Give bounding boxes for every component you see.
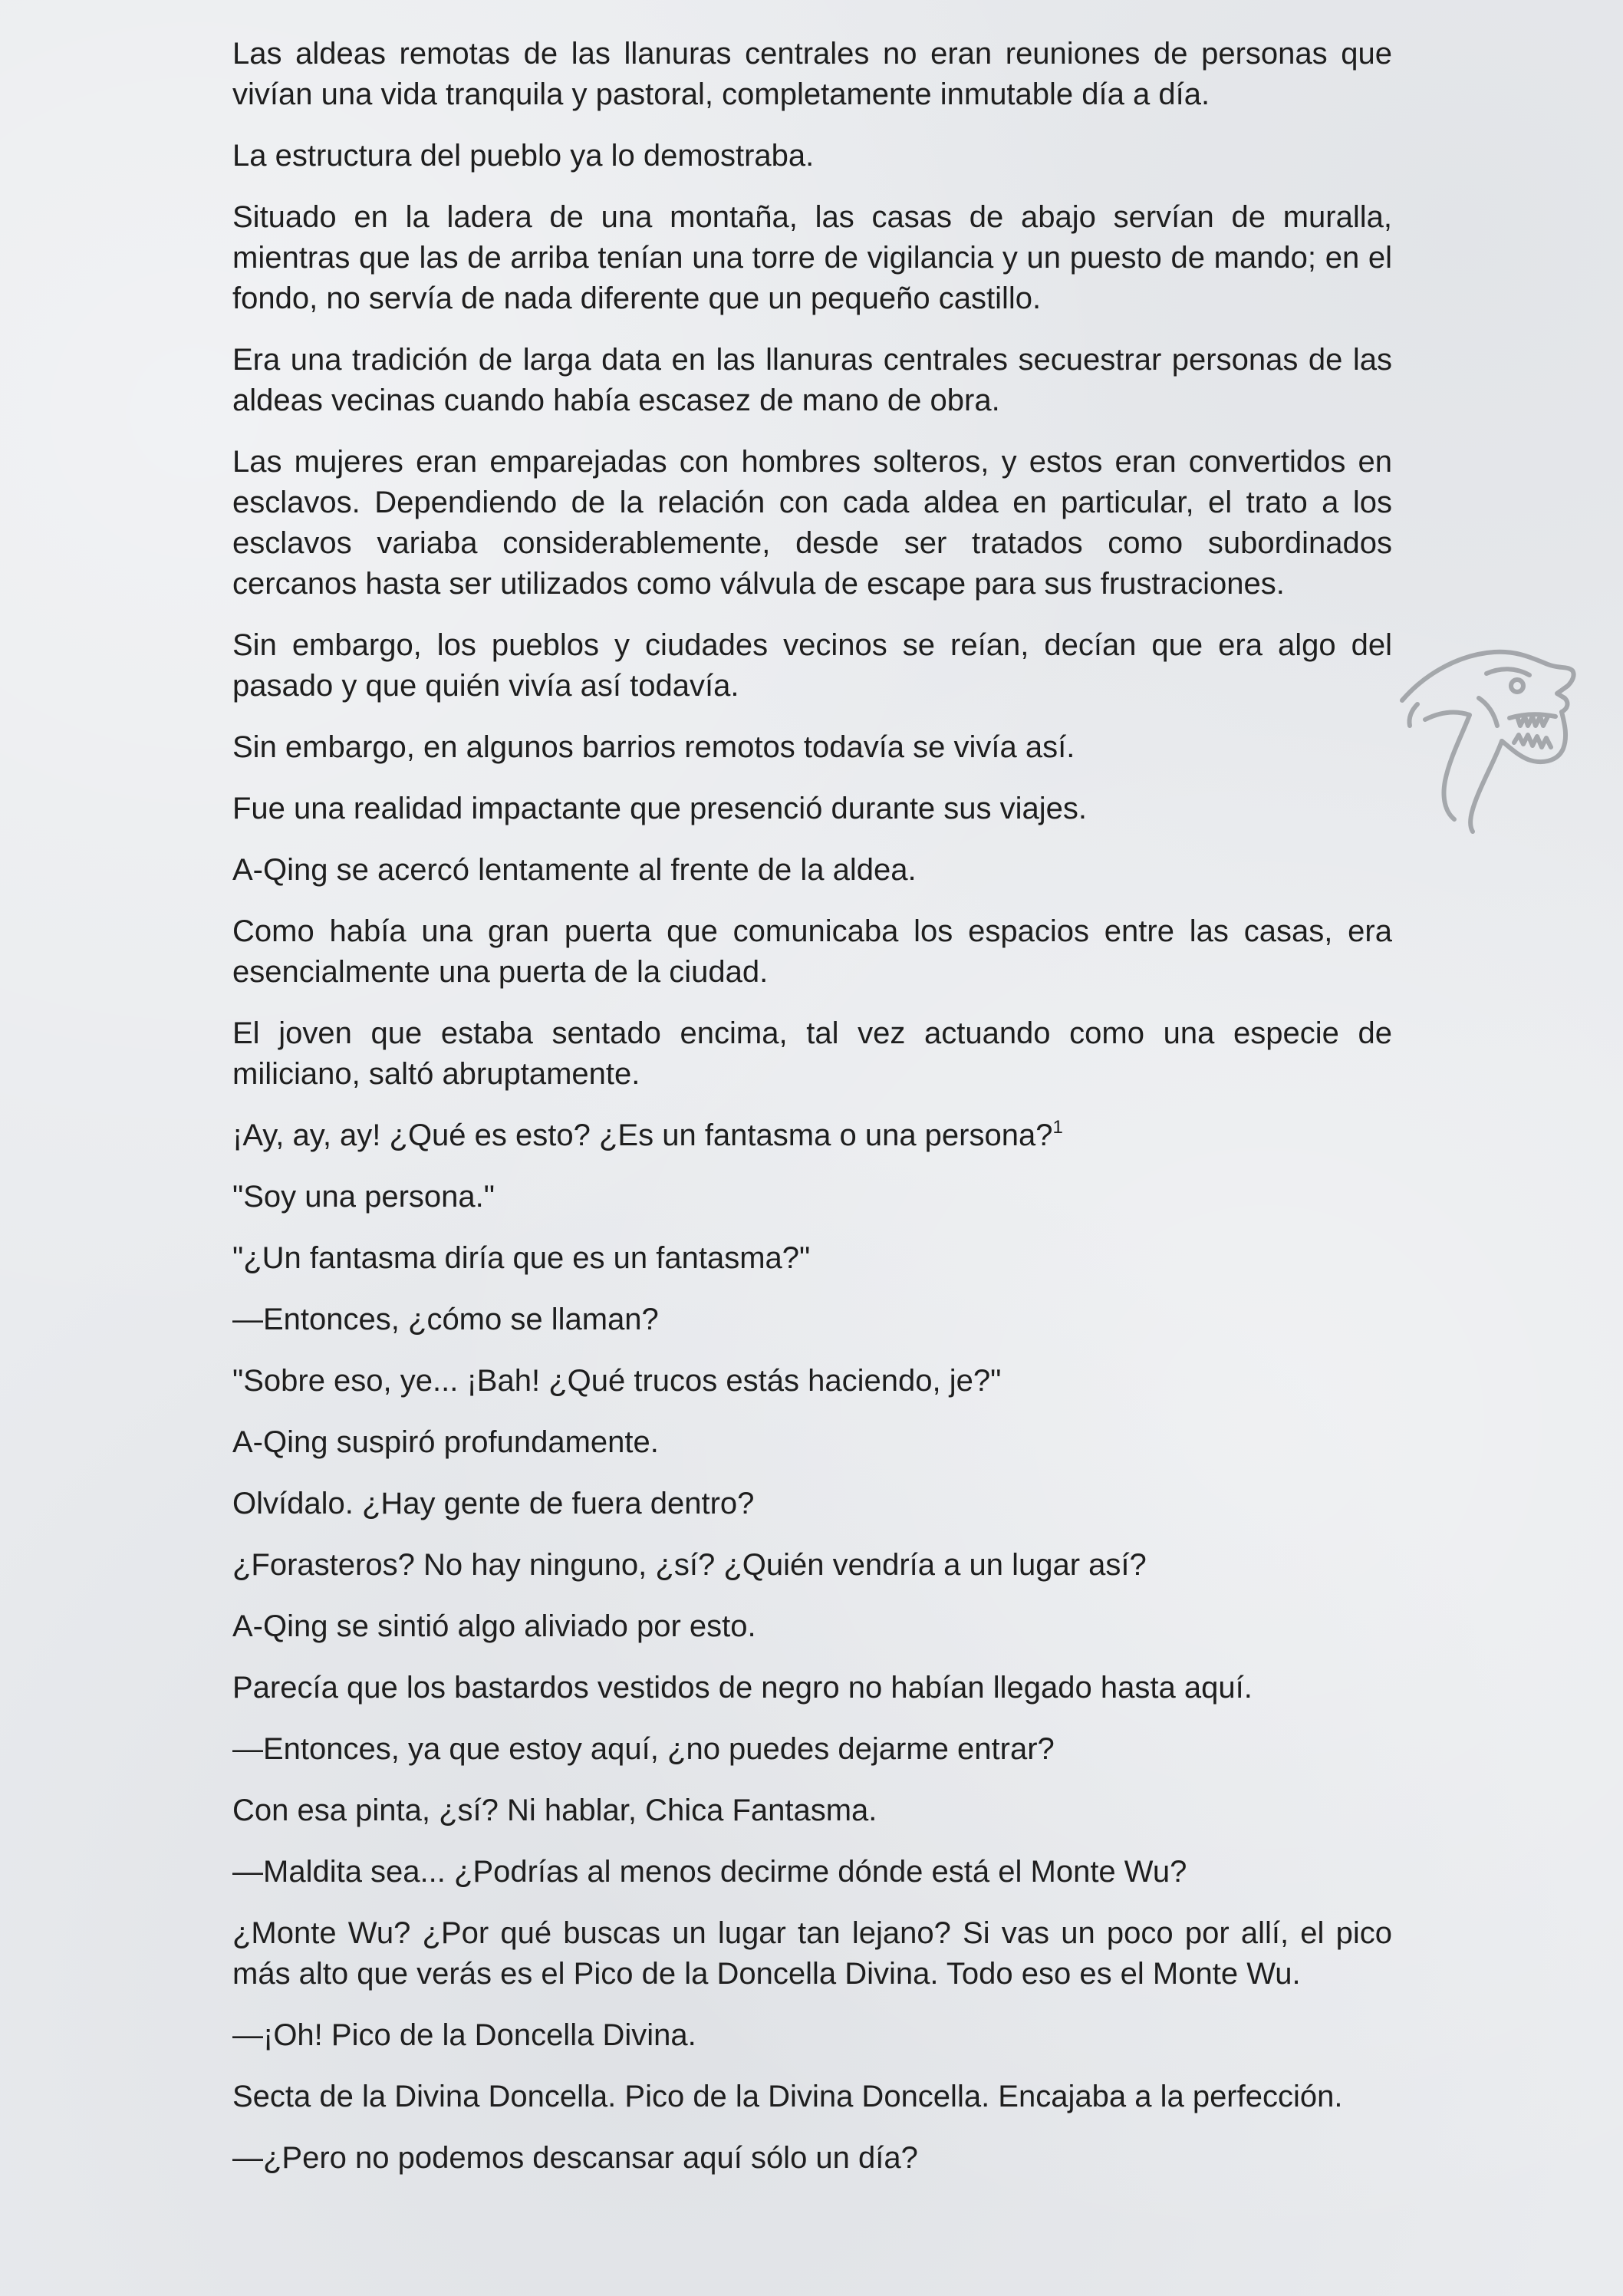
paragraph: —¡Oh! Pico de la Doncella Divina. [232,2018,696,2052]
paragraph: Olvídalo. ¿Hay gente de fuera dentro? [232,1487,755,1520]
dinosaur-head-icon [1394,628,1586,835]
paragraph: Fue una realidad impactante que presenció durante sus viajes. [232,792,1088,825]
paragraph: —Entonces, ¿cómo se llaman? [232,1303,659,1336]
paragraph: Sin embargo, los pueblos y ciudades vecinos se reían, decían que era algo del pasado y que quién vivía así todavía. [232,628,1392,703]
paragraph: Como había una gran puerta que comunicaba los espacios entre las casas, era esencialmente una puerta de la ciudad. [232,914,1392,989]
paragraph: Era una tradición de larga data en las llanuras centrales secuestrar personas de las aldeas vecinas cuando había escasez de mano de obra. [232,343,1392,417]
document-page [232,34,1392,2199]
paragraph: La estructura del pueblo ya lo demostraba. [232,139,815,173]
paragraph: "Soy una persona." [232,1180,495,1214]
paragraph: ¿Monte Wu? ¿Por qué buscas un lugar tan lejano? Si vas un poco por allí, el pico más alto que verás es el Pico de la Doncella Divina. Todo eso es el Monte Wu. [232,1916,1392,1991]
paragraph: Situado en la ladera de una montaña, las casas de abajo servían de muralla, mientras que las de arriba tenían una torre de vigilancia y un puesto de mando; en el fondo, no servía de nada diferente que un pequeño castillo. [232,200,1392,315]
paragraph: Sin embargo, en algunos barrios remotos todavía se vivía así. [232,730,1075,764]
paragraph: El joven que estaba sentado encima, tal vez actuando como una especie de miliciano, saltó abruptamente. [232,1016,1392,1091]
paragraph-with-footnote [232,1115,1392,1156]
footnote-marker[interactable]: 1 [1052,1117,1063,1138]
paragraph: ¿Forasteros? No hay ninguno, ¿sí? ¿Quién vendría a un lugar así? [232,1548,1147,1582]
paragraph: A-Qing se acercó lentamente al frente de la aldea. [232,853,917,887]
paragraph: —Entonces, ya que estoy aquí, ¿no puedes dejarme entrar? [232,1732,1055,1766]
paragraph: A-Qing se sintió algo aliviado por esto. [232,1609,756,1643]
paragraph: Secta de la Divina Doncella. Pico de la Divina Doncella. Encajaba a la perfección. [232,2080,1343,2113]
paragraph: Las mujeres eran emparejadas con hombres solteros, y estos eran convertidos en esclavos. Dependiendo de la relación con cada aldea en particular, el trato a los esclavos variaba considerablemente, desde ser tratados como subordinados cercanos hasta ser utilizados como válvula de escape para sus frustraciones. [232,445,1392,601]
paragraph: —¿Pero no podemos descansar aquí sólo un día? [232,2141,918,2175]
paragraph: Las aldeas remotas de las llanuras centrales no eran reuniones de personas que vivían una vida tranquila y pastoral, completamente inmutable día a día. [232,37,1392,111]
paragraph-text: ¡Ay, ay, ay! ¿Qué es esto? ¿Es un fantasma o una persona? [232,1118,1053,1152]
paragraph: "Sobre eso, ye... ¡Bah! ¿Qué trucos estás haciendo, je?" [232,1364,1002,1398]
paragraph: Parecía que los bastardos vestidos de negro no habían llegado hasta aquí. [232,1671,1253,1705]
paragraph: Con esa pinta, ¿sí? Ni hablar, Chica Fantasma. [232,1794,877,1827]
paragraph: A-Qing suspiró profundamente. [232,1425,659,1459]
paragraph: —Maldita sea... ¿Podrías al menos decirme dónde está el Monte Wu? [232,1855,1187,1889]
paragraph: "¿Un fantasma diría que es un fantasma?" [232,1241,811,1275]
